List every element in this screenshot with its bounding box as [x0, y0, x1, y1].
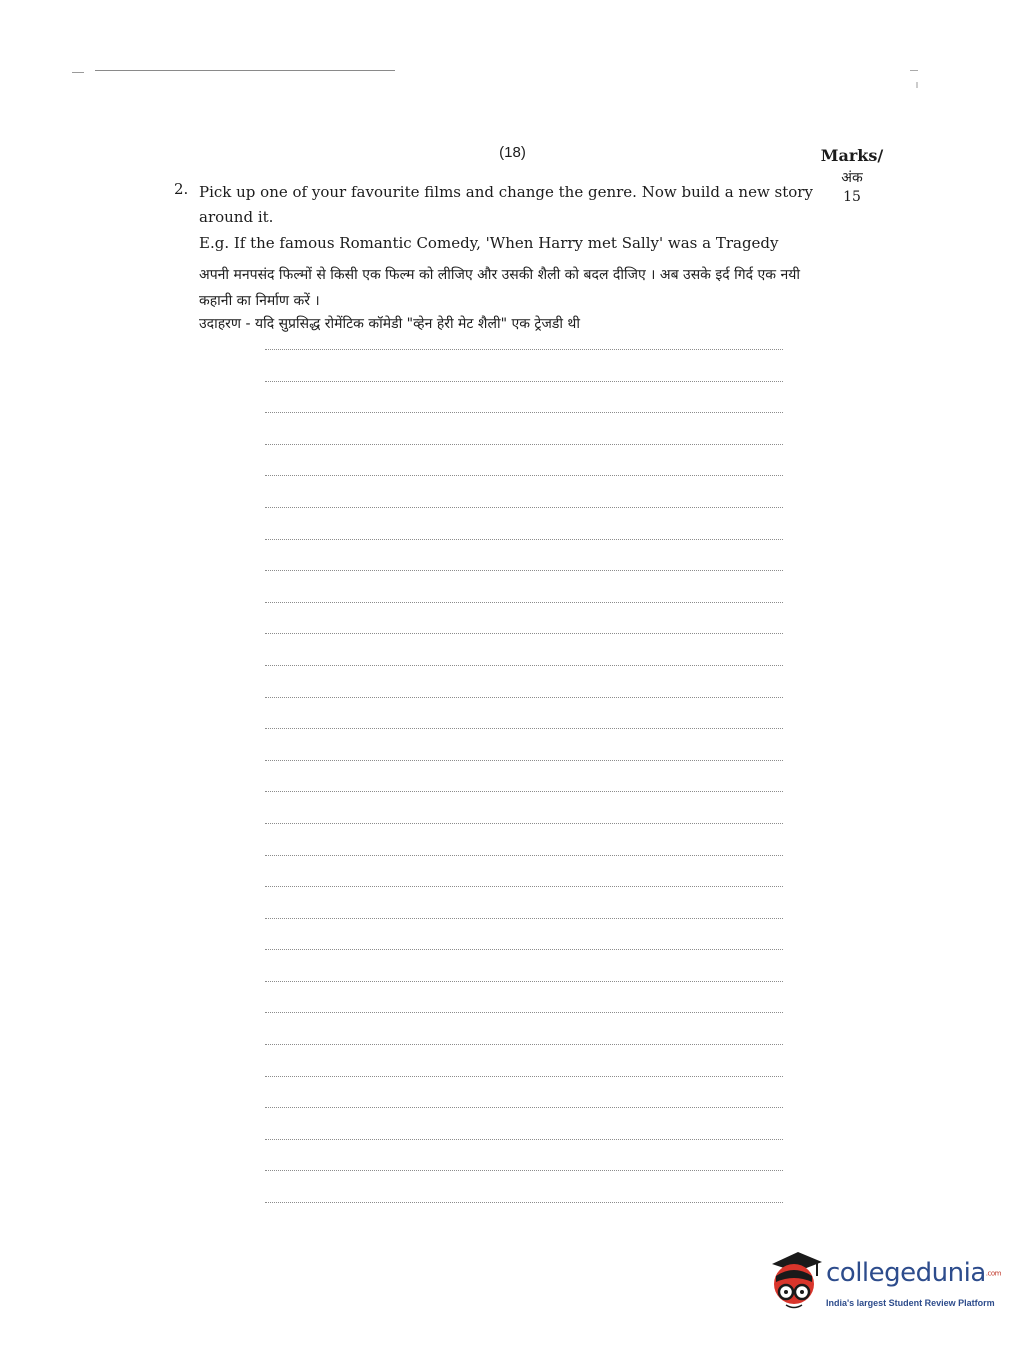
answer-line[interactable] [265, 918, 783, 919]
collegedunia-logo [766, 1250, 1001, 1320]
answer-line[interactable] [265, 1107, 783, 1108]
student-mascot-icon [766, 1250, 824, 1312]
answer-line[interactable] [265, 507, 783, 508]
answer-line[interactable] [265, 539, 783, 540]
answer-line[interactable] [265, 633, 783, 634]
answer-line[interactable] [265, 665, 783, 666]
answer-line[interactable] [265, 1202, 783, 1203]
answer-line[interactable] [265, 1139, 783, 1140]
scan-artifact [916, 82, 918, 88]
question-text: Pick up one of your favourite films and change the genre. Now build a new story around it. [199, 183, 813, 226]
answer-line[interactable] [265, 949, 783, 950]
answer-line[interactable] [265, 602, 783, 603]
answer-line[interactable] [265, 1170, 783, 1171]
marks-block [812, 146, 892, 205]
answer-line[interactable] [265, 855, 783, 856]
answer-line[interactable] [265, 791, 783, 792]
answer-line[interactable] [265, 728, 783, 729]
question-text-hindi: अपनी मनपसंद फिल्मों से किसी एक फिल्म को लीजिए और उसकी शैली को बदल दीजिए । अब उसके इर्द गिर्द एक नयी कहानी का निर्माण करें । [199, 267, 800, 309]
question-number: 2. [174, 180, 189, 198]
question-example: E.g. If the famous Romantic Comedy, 'When Harry met Sally' was a Tragedy [199, 234, 779, 252]
answer-line[interactable] [265, 1044, 783, 1045]
answer-lines[interactable] [265, 349, 783, 1234]
logo-name: collegedunia.com [826, 1258, 1001, 1288]
answer-line[interactable] [265, 444, 783, 445]
marks-label: Marks/ [820, 146, 884, 165]
page-number: (18) [499, 144, 526, 161]
answer-line[interactable] [265, 823, 783, 824]
answer-line[interactable] [265, 886, 783, 887]
answer-line[interactable] [265, 697, 783, 698]
answer-line[interactable] [265, 381, 783, 382]
answer-line[interactable] [265, 570, 783, 571]
question-example-hindi: उदाहरण - यदि सुप्रसिद्ध रोमेंटिक कॉमेडी "व्हेन हेरी मेट शैली" एक ट्रेजडी थी [199, 316, 580, 332]
scan-artifact [95, 70, 395, 71]
answer-line[interactable] [265, 475, 783, 476]
answer-line[interactable] [265, 349, 783, 350]
answer-line[interactable] [265, 981, 783, 982]
logo-tagline: India's largest Student Review Platform [826, 1298, 995, 1308]
scan-artifact [910, 70, 918, 71]
answer-line[interactable] [265, 1076, 783, 1077]
answer-line[interactable] [265, 412, 783, 413]
answer-line[interactable] [265, 1012, 783, 1013]
marks-value: 15 [843, 189, 861, 205]
answer-line[interactable] [265, 760, 783, 761]
scan-artifact [72, 72, 84, 73]
marks-label-hindi: अंक [841, 170, 863, 186]
